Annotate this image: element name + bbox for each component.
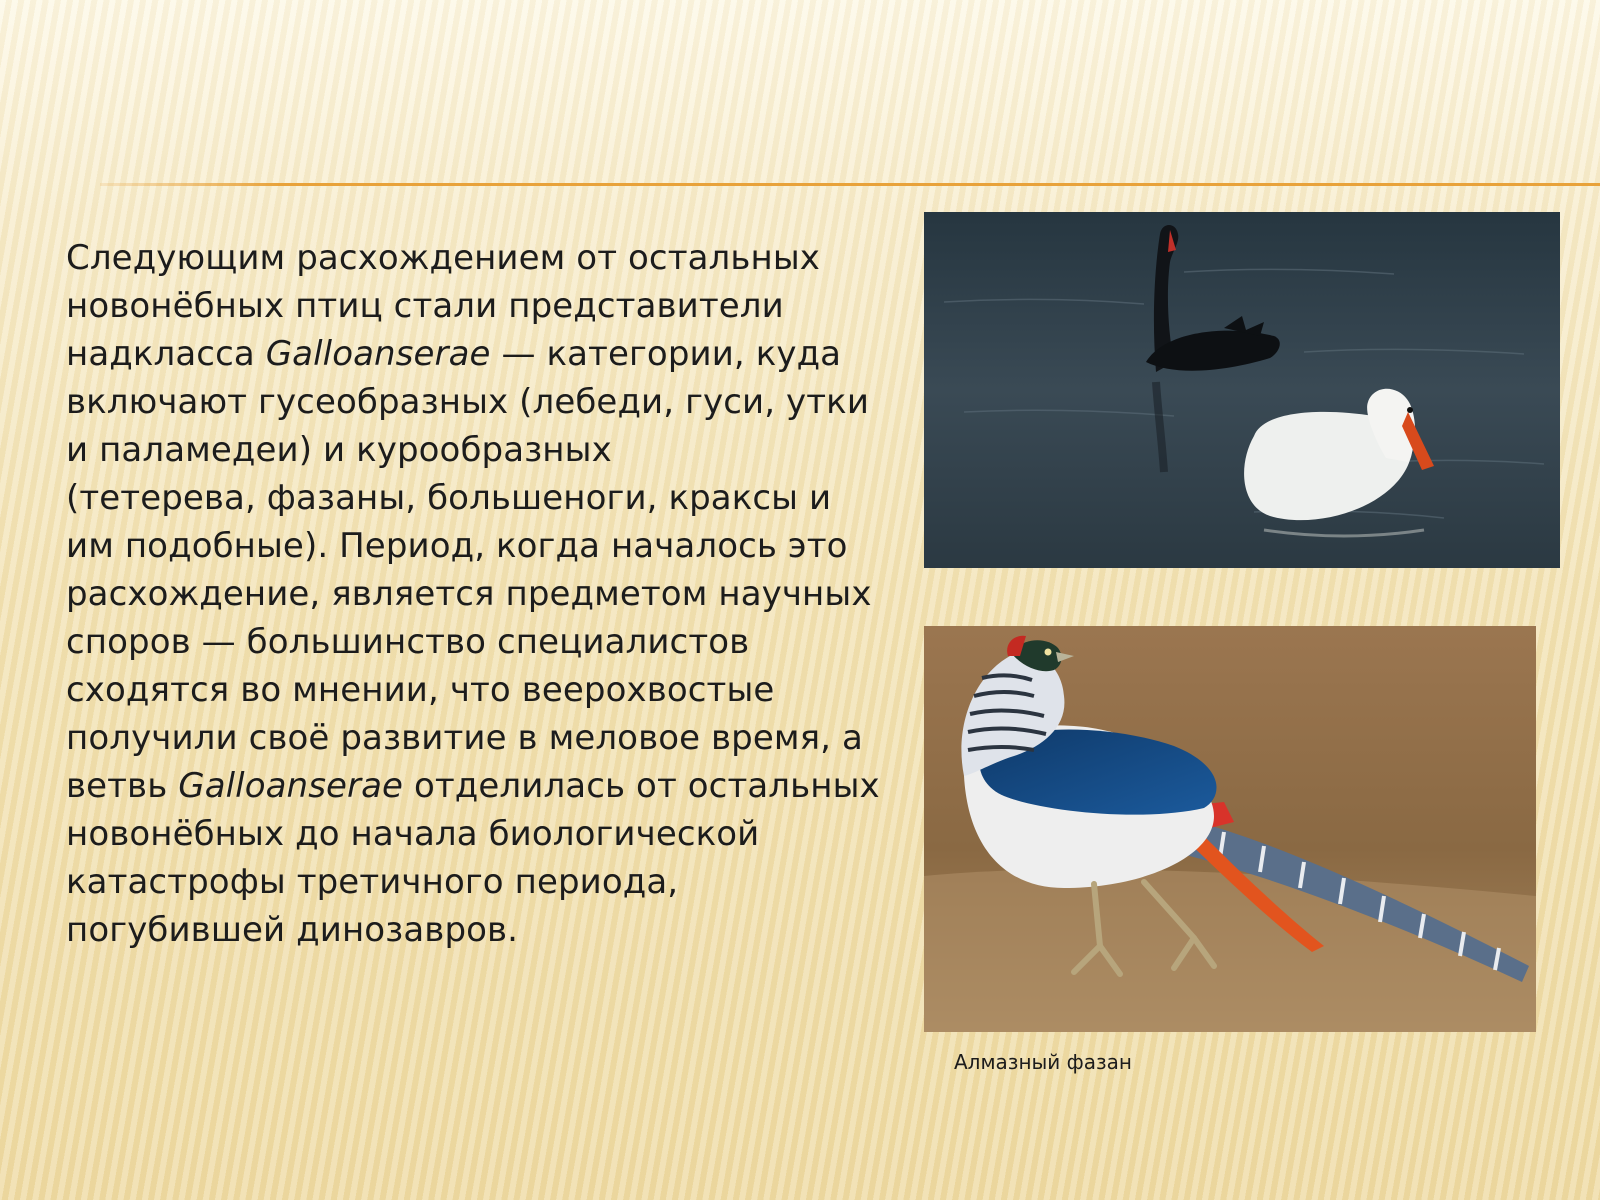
text-run: (тетерева, фазаны, большеноги, краксы и	[66, 478, 832, 518]
text-run: новонёбных птиц стали представители	[66, 286, 784, 326]
text-run: погубившей динозавров.	[66, 910, 519, 950]
latin-term: Galloanserae	[265, 334, 491, 374]
photo-caption: Алмазный фазан	[954, 1050, 1132, 1074]
text-run: сходятся во мнении, что веерохвостые	[66, 670, 775, 710]
text-run: получили своё развитие в меловое время, а	[66, 718, 863, 758]
paragraph-line	[66, 282, 856, 330]
text-run: им подобные). Период, когда началось это	[66, 526, 848, 566]
text-run: надкласса	[66, 334, 266, 374]
paragraph-line	[66, 570, 872, 618]
text-run: включают гусеобразных (лебеди, гуси, утки	[66, 382, 870, 422]
text-run: ветвь	[66, 766, 179, 806]
header-divider	[100, 183, 1600, 186]
paragraph-line	[66, 618, 856, 666]
paragraph-line	[66, 234, 856, 282]
paragraph-line	[66, 474, 856, 522]
swans-photo	[924, 212, 1560, 568]
text-run: отделилась от остальных	[403, 766, 880, 806]
paragraph-line	[66, 810, 856, 858]
text-run: — категории, куда	[490, 334, 842, 374]
text-run: споров — большинство специалистов	[66, 622, 750, 662]
paragraph-line	[66, 906, 856, 954]
body-paragraph	[66, 234, 880, 954]
pheasant-illustration	[924, 626, 1536, 1032]
text-run: и паламедеи) и курообразных	[66, 430, 612, 470]
pheasant-photo	[924, 626, 1536, 1032]
paragraph-line	[66, 330, 856, 378]
paragraph-line	[66, 714, 863, 762]
latin-term: Galloanserae	[178, 766, 404, 806]
paragraph-line	[66, 378, 870, 426]
text-run: новонёбных до начала биологической	[66, 814, 760, 854]
text-run: расхождение, является предметом научных	[66, 574, 872, 614]
paragraph-line	[66, 426, 856, 474]
paragraph-line	[66, 762, 880, 810]
paragraph-line	[66, 522, 856, 570]
swans-illustration	[924, 212, 1560, 568]
paragraph-line	[66, 666, 856, 714]
text-run: катастрофы третичного периода,	[66, 862, 679, 902]
text-run: Следующим расхождением от остальных	[66, 238, 821, 278]
paragraph-line	[66, 858, 856, 906]
